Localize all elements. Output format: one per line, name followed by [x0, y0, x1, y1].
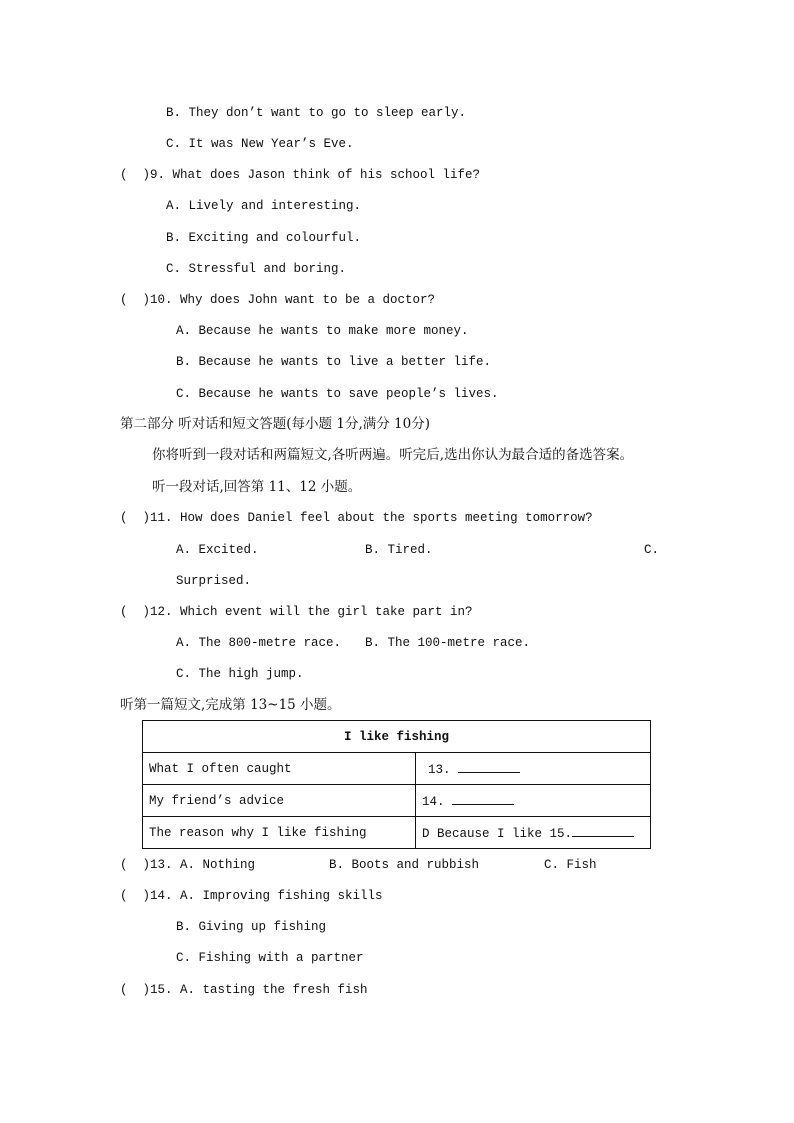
question-13: ( )13. A. Nothing — [120, 858, 256, 872]
table-row — [143, 753, 651, 785]
answer-number: 13. — [428, 763, 459, 777]
q9-option-c: C. Stressful and boring. — [166, 262, 347, 276]
q8-option-c: C. It was New Year’s Eve. — [166, 137, 354, 151]
question-10: ( )10. Why does John want to be a doctor? — [120, 293, 436, 307]
answer-number: D Because I like 15. — [422, 827, 573, 841]
q11-option-c-text: Surprised. — [176, 574, 252, 588]
question-12: ( )12. Which event will the girl take part in? — [120, 605, 473, 619]
q14-option-c: C. Fishing with a partner — [176, 951, 364, 965]
table-cell-answer — [416, 817, 651, 849]
question-15: ( )15. A. tasting the fresh fish — [120, 983, 368, 997]
q9-option-a: A. Lively and interesting. — [166, 199, 362, 213]
fishing-table — [142, 720, 651, 849]
q11-option-b: B. Tired. — [365, 543, 433, 557]
q12-option-a: A. The 800-metre race. — [176, 636, 342, 650]
q12-option-b: B. The 100-metre race. — [365, 636, 531, 650]
answer-blank-13[interactable] — [458, 760, 520, 773]
table-row — [143, 817, 651, 849]
table-header-row — [143, 721, 651, 753]
q10-option-c: C. Because he wants to save people’s lives. — [176, 387, 499, 401]
answer-blank-15[interactable] — [572, 824, 634, 837]
part2-title: 第二部分 听对话和短文答题(每小题 1分,满分 10分) — [120, 416, 430, 432]
q11-option-c: C. — [644, 543, 660, 557]
answer-number: 14. — [422, 795, 453, 809]
table-cell-label: The reason why I like fishing — [143, 817, 416, 849]
question-9: ( )9. What does Jason think of his school life? — [120, 168, 481, 182]
answer-blank-14[interactable] — [452, 792, 514, 805]
q9-option-b: B. Exciting and colourful. — [166, 231, 362, 245]
question-11: ( )11. How does Daniel feel about the sports meeting tomorrow? — [120, 511, 593, 525]
q13-option-c: C. Fish — [544, 858, 597, 872]
q10-option-a: A. Because he wants to make more money. — [176, 324, 469, 338]
q14-option-b: B. Giving up fishing — [176, 920, 327, 934]
passage1-instructions: 听第一篇短文,完成第 13~15 小题。 — [120, 697, 341, 713]
q12-option-c: C. The high jump. — [176, 667, 304, 681]
table-cell-answer — [416, 785, 651, 817]
q10-option-b: B. Because he wants to live a better life. — [176, 355, 492, 369]
table-title: I like fishing — [143, 721, 651, 753]
table-row — [143, 785, 651, 817]
table-cell-label: My friend’s advice — [143, 785, 416, 817]
q11-option-a: A. Excited. — [176, 543, 259, 557]
dialogue-instructions: 听一段对话,回答第 11、12 小题。 — [152, 479, 362, 495]
table-cell-label: What I often caught — [143, 753, 416, 785]
q8-option-b: B. They don’t want to go to sleep early. — [166, 106, 467, 120]
table-cell-answer — [416, 753, 651, 785]
question-14: ( )14. A. Improving fishing skills — [120, 889, 383, 903]
q13-option-b: B. Boots and rubbish — [329, 858, 480, 872]
part2-instructions: 你将听到一段对话和两篇短文,各听两遍。听完后,选出你认为最合适的备选答案。 — [152, 447, 634, 463]
